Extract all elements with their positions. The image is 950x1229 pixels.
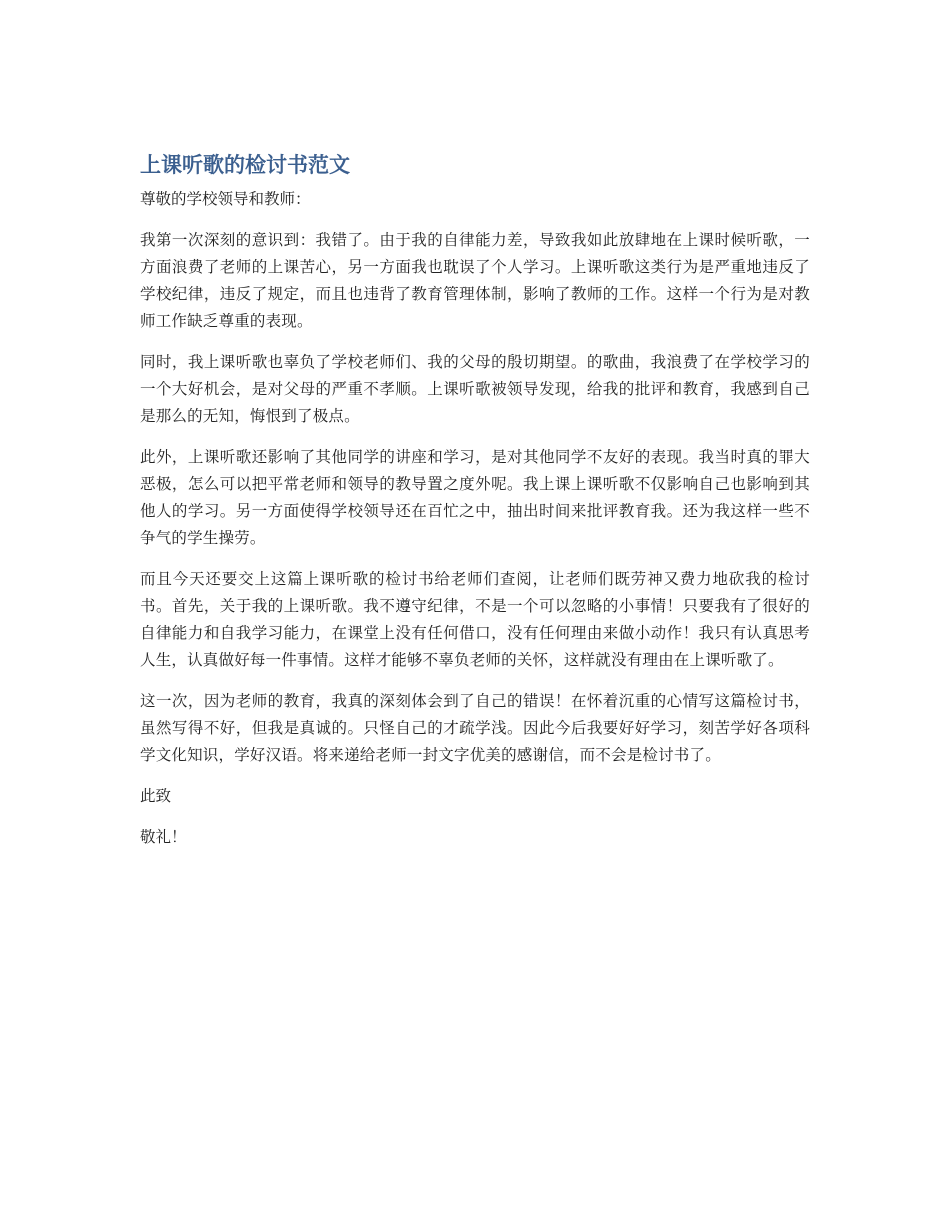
salutation: 尊敬的学校领导和教师： [140,190,311,208]
paragraph-1: 我第一次深刻的意识到：我错了。由于我的自律能力差，导致我如此放肆地在上课时候听歌，一方面浪费了老师的上课苦心，另一方面我也耽误了个人学习。上课听歌这类行为是严重地违反了学校纪律，违反了规定，而且也违背了教育管理体制，影响了教师的工作。这样一个行为是对教师工作缺乏尊重的表现。 [140,231,810,330]
closing-line-1: 此致 [140,787,172,805]
closing-line-2: 敬礼！ [140,828,187,846]
document-page [140,150,810,865]
document-title: 上课听歌的检讨书范文 [140,153,350,177]
paragraph-4: 而且今天还要交上这篇上课听歌的检讨书给老师们查阅，让老师们既劳神又费力地砍我的检讨书。首先，关于我的上课听歌。我不遵守纪律，不是一个可以忽略的小事情！只要我有了很好的自律能力和自我学习能力，在课堂上没有任何借口，没有任何理由来做小动作！我只有认真思考人生，认真做好每一件事情。这样才能够不辜负老师的关怀，这样就没有理由在上课听歌了。 [140,570,810,669]
paragraph-2: 同时，我上课听歌也辜负了学校老师们、我的父母的殷切期望。的歌曲，我浪费了在学校学习的一个大好机会，是对父母的严重不孝顺。上课听歌被领导发现，给我的批评和教育，我感到自己是那么的无知，悔恨到了极点。 [140,353,810,425]
paragraph-3: 此外，上课听歌还影响了其他同学的讲座和学习，是对其他同学不友好的表现。我当时真的罪大恶极，怎么可以把平常老师和领导的教导置之度外呢。我上课上课听歌不仅影响自己也影响到其他人的学习。另一方面使得学校领导还在百忙之中，抽出时间来批评教育我。还为我这样一些不争气的学生操劳。 [140,448,810,547]
paragraph-5: 这一次，因为老师的教育，我真的深刻体会到了自己的错误！在怀着沉重的心情写这篇检讨书，虽然写得不好，但我是真诚的。只怪自己的才疏学浅。因此今后我要好好学习，刻苦学好各项科学文化知识，学好汉语。将来递给老师一封文字优美的感谢信，而不会是检讨书了。 [140,692,810,764]
